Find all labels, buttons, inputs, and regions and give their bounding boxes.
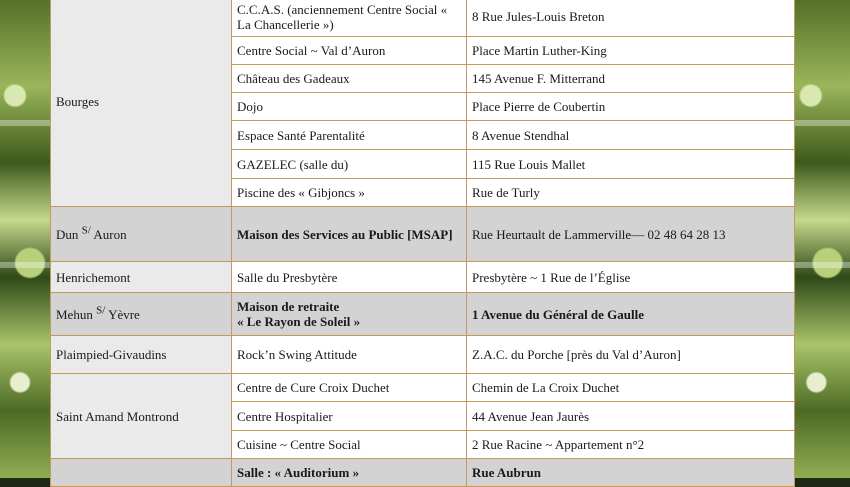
place-cell: Centre Social ~ Val d’Auron [232, 37, 467, 65]
place-cell: Cuisine ~ Centre Social [232, 431, 467, 459]
address-cell: 44 Avenue Jean Jaurès [467, 402, 795, 431]
place-cell: Centre Hospitalier [232, 402, 467, 431]
address-cell: Rue de Turly [467, 179, 795, 207]
address-cell: 1 Avenue du Général de Gaulle [467, 293, 795, 336]
address-cell: 8 Avenue Stendhal [467, 121, 795, 150]
table-row [51, 0, 795, 37]
table-row [51, 262, 795, 293]
table-row [51, 207, 795, 262]
place-cell: Maison de retraite « Le Rayon de Soleil » [232, 293, 467, 336]
table-row [51, 293, 795, 336]
place-cell: GAZELEC (salle du) [232, 150, 467, 179]
place-cell: Centre de Cure Croix Duchet [232, 374, 467, 402]
address-cell: 115 Rue Louis Mallet [467, 150, 795, 179]
address-cell: Chemin de La Croix Duchet [467, 374, 795, 402]
address-cell: Presbytère ~ 1 Rue de l’Église [467, 262, 795, 293]
address-cell: Rue Heurtault de Lammerville— 02 48 64 28 13 [467, 207, 795, 262]
city-cell: Mehun $^{S/}$ Yèvre [51, 293, 232, 336]
place-cell: Piscine des « Gibjoncs » [232, 179, 467, 207]
address-cell: 8 Rue Jules-Louis Breton [467, 0, 795, 37]
place-cell: Rock’n Swing Attitude [232, 336, 467, 374]
place-cell: Château des Gadeaux [232, 65, 467, 93]
table-row [51, 374, 795, 402]
decorative-border-left [0, 0, 50, 478]
decorative-border-right [794, 0, 850, 478]
city-cell: Bourges [51, 0, 232, 207]
city-cell: Plaimpied-Givaudins [51, 336, 232, 374]
address-cell: 2 Rue Racine ~ Appartement n°2 [467, 431, 795, 459]
address-cell: Place Martin Luther-King [467, 37, 795, 65]
city-cell: Dun $^{S/}$ Auron [51, 207, 232, 262]
city-cell: Henrichemont [51, 262, 232, 293]
place-cell: Salle du Presbytère [232, 262, 467, 293]
address-cell: Place Pierre de Coubertin [467, 93, 795, 121]
address-cell: Rue Aubrun [467, 459, 795, 487]
table-row [51, 336, 795, 374]
city-cell [51, 459, 232, 487]
address-cell: 145 Avenue F. Mitterrand [467, 65, 795, 93]
table-row [51, 459, 795, 487]
city-cell: Saint Amand Montrond [51, 374, 232, 459]
place-cell: Espace Santé Parentalité [232, 121, 467, 150]
place-cell: Dojo [232, 93, 467, 121]
address-cell: Z.A.C. du Porche [près du Val d’Auron] [467, 336, 795, 374]
place-cell: Maison des Services au Public [MSAP] [232, 207, 467, 262]
locations-table [50, 0, 795, 487]
place-cell: C.C.A.S. (anciennement Centre Social « La Chancellerie ») [232, 0, 467, 37]
place-cell: Salle : « Auditorium » [232, 459, 467, 487]
